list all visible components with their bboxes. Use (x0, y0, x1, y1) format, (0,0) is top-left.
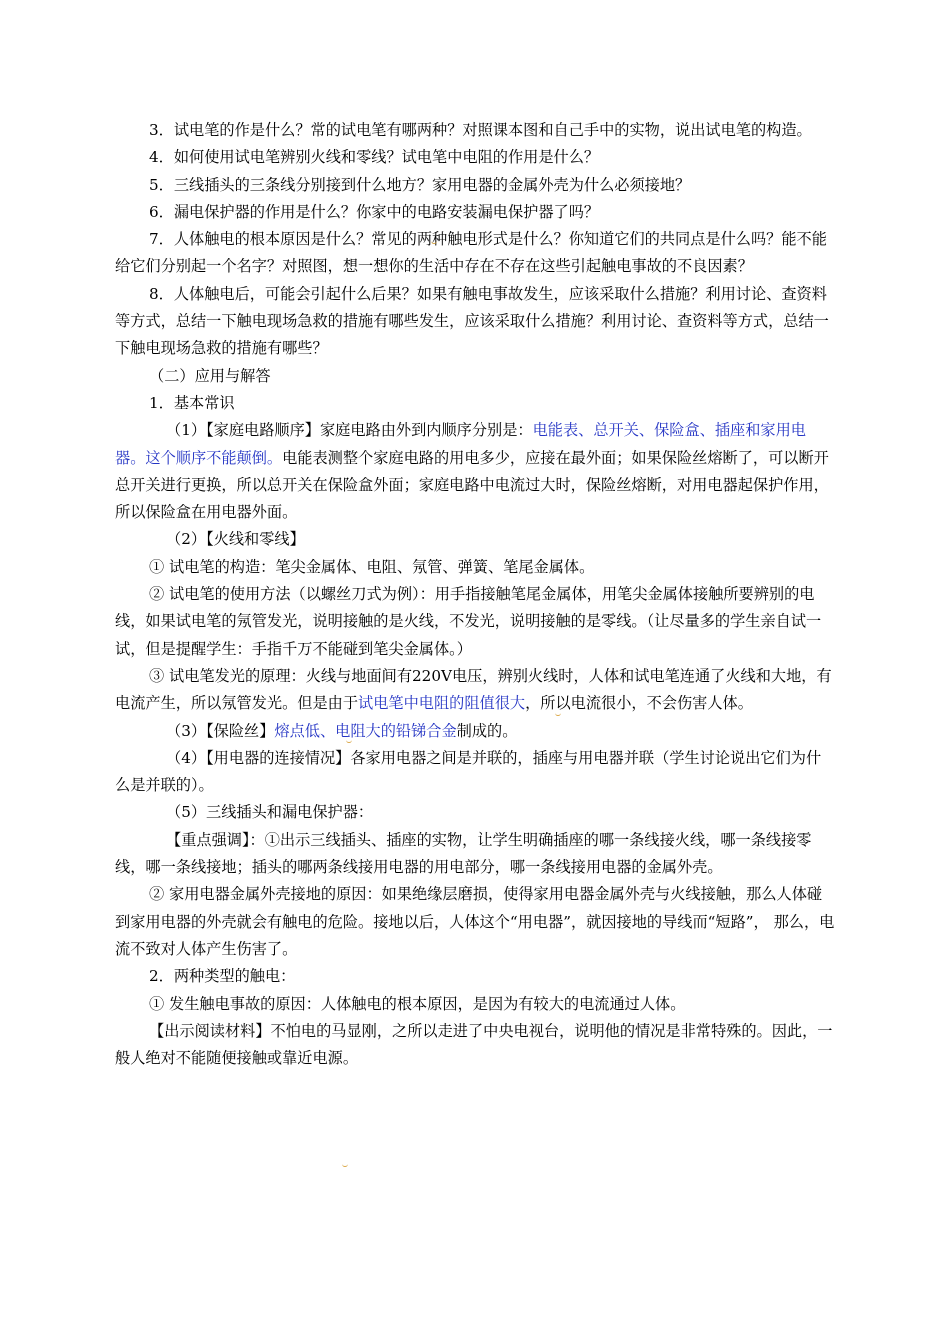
question-5: 5．三线插头的三条线分别接到什么地方？家用电器的金属外壳为什么必须接地？ (149, 175, 691, 194)
question-6: 6．漏电保护器的作用是什么？你家中的电路安装漏电保护器了吗？ (149, 202, 600, 221)
paragraph-connection: （4）【用电器的连接情况】各家用电器之间是并联的，插座与用电器并联（学生讨论说出它们为什么是并联的）。 (115, 748, 822, 795)
subheading-basic: 1．基本常识 (149, 393, 235, 412)
fuse-label: （3）【保险丝】 (166, 721, 275, 740)
paragraph-grounding: ② 家用电器金属外壳接地的原因：如果绝缘层磨损，使得家用电器金属外壳与火线接触，那么人体碰到家用电器的外壳就会有触电的危险。接地以后，人体这个“用电器”，就因接地的导线而“短路”， 那么，电流不致对人体产生伤害了。 (115, 885, 835, 958)
pen-principle-end: ，所以电流很小，不会伤害人体。 (525, 694, 753, 713)
paragraph-pen-structure: ① 试电笔的构造：笔尖金属体、电阻、氖管、弹簧、笔尾金属体。 (149, 557, 595, 576)
question-8: 8．人体触电后，可能会引起什么后果？如果有触电事故发生，应该采取什么措施？利用讨论、查资料等方式，总结一下触电现场急救的措施有哪些发生，应该采取什么措施？利用讨论、查资料等方式，总结一下触电现场急救的措施有哪些？ (115, 284, 829, 358)
paragraph-shock-cause: ① 发生触电事故的原因：人体触电的根本原因，是因为有较大的电流通过人体。 (149, 994, 686, 1013)
question-3: 3．试电笔的作是什么？常的试电笔有哪两种？对照课本图和自己手中的实物，说出试电笔的构造。 (149, 121, 812, 139)
circuit-order-text: （1）【家庭电路顺序】家庭电路由外到内顺序分别是： (166, 421, 533, 440)
document-body (115, 117, 835, 1072)
paragraph-fuse (115, 718, 835, 745)
paragraph-live-neutral: （2）【火线和零线】 (166, 530, 305, 549)
fuse-end: 制成的。 (456, 721, 518, 740)
paragraph-reading-material: 【出示阅读材料】不怕电的马显刚，之所以走进了中央电视台，说明他的情况是非常特殊的。因此，一般人绝对不能随便接触或靠近电源。 (115, 1021, 833, 1068)
paragraph-circuit-order (115, 417, 835, 526)
paragraph-pen-principle (115, 663, 835, 718)
pen-principle-text: ③ 试电笔发光的原理：火线与地面间有220V电压，辨别火线时，人体和试电笔连通了火线和大地，有电流产生，所以氖管发光。但是由于 (115, 666, 832, 713)
fuse-highlight: 熔点低、电阻大的铅锑合金 (274, 721, 457, 740)
paragraph-plug-protector: （5）三线插头和漏电保护器： (166, 803, 374, 822)
circuit-order-highlight: 电能表、总开关、保险盒、插座和家用电器。这个顺序不能颠倒。 (115, 421, 806, 467)
circuit-order-explanation: 电能表测整个家庭电路的用电多少，应接在最外面；如果保险丝熔断了，可以断开总开关进行更换，所以总开关在保险盒外面；家庭电路中电流过大时，保险丝熔断，对用电器起保护作用，所以保险盒在用电器外面。 (115, 448, 829, 522)
paragraph-emphasis: 【重点强调】：①出示三线插头、插座的实物，让学生明确插座的哪一条线接火线，哪一条线接零线，哪一条线接地；插头的哪两条线接用电器的用电部分，哪一条线接用电器的金属外壳。 (115, 830, 812, 877)
annotation-mark (342, 1163, 348, 1167)
question-7: 7．人体触电的根本原因是什么？常见的两种触电形式是什么？你知道它们的共同点是什么吗？能不能给它们分别起一个名字？对照图，想一想你的生活中存在不存在这些引起触电事故的不良因素？ (115, 230, 827, 276)
question-4: 4．如何使用试电笔辨别火线和零线？试电笔中电阻的作用是什么？ (149, 148, 600, 167)
section-heading: （二）应用与解答 (149, 366, 271, 385)
pen-principle-highlight: 试电笔中电阻的阻值很大 (358, 694, 526, 713)
subheading-shock: 2．两种类型的触电： (149, 967, 296, 986)
paragraph-pen-usage: ② 试电笔的使用方法（以螺丝刀式为例）：用手指接触笔尾金属体，用笔尖金属体接触所要辨别的电线，如果试电笔的氖管发光，说明接触的是火线，不发光，说明接触的是零线。（让尽量多的学生亲自试一试，但是提醒学生：手指千万不能碰到笔尖金属体。） (115, 585, 822, 658)
